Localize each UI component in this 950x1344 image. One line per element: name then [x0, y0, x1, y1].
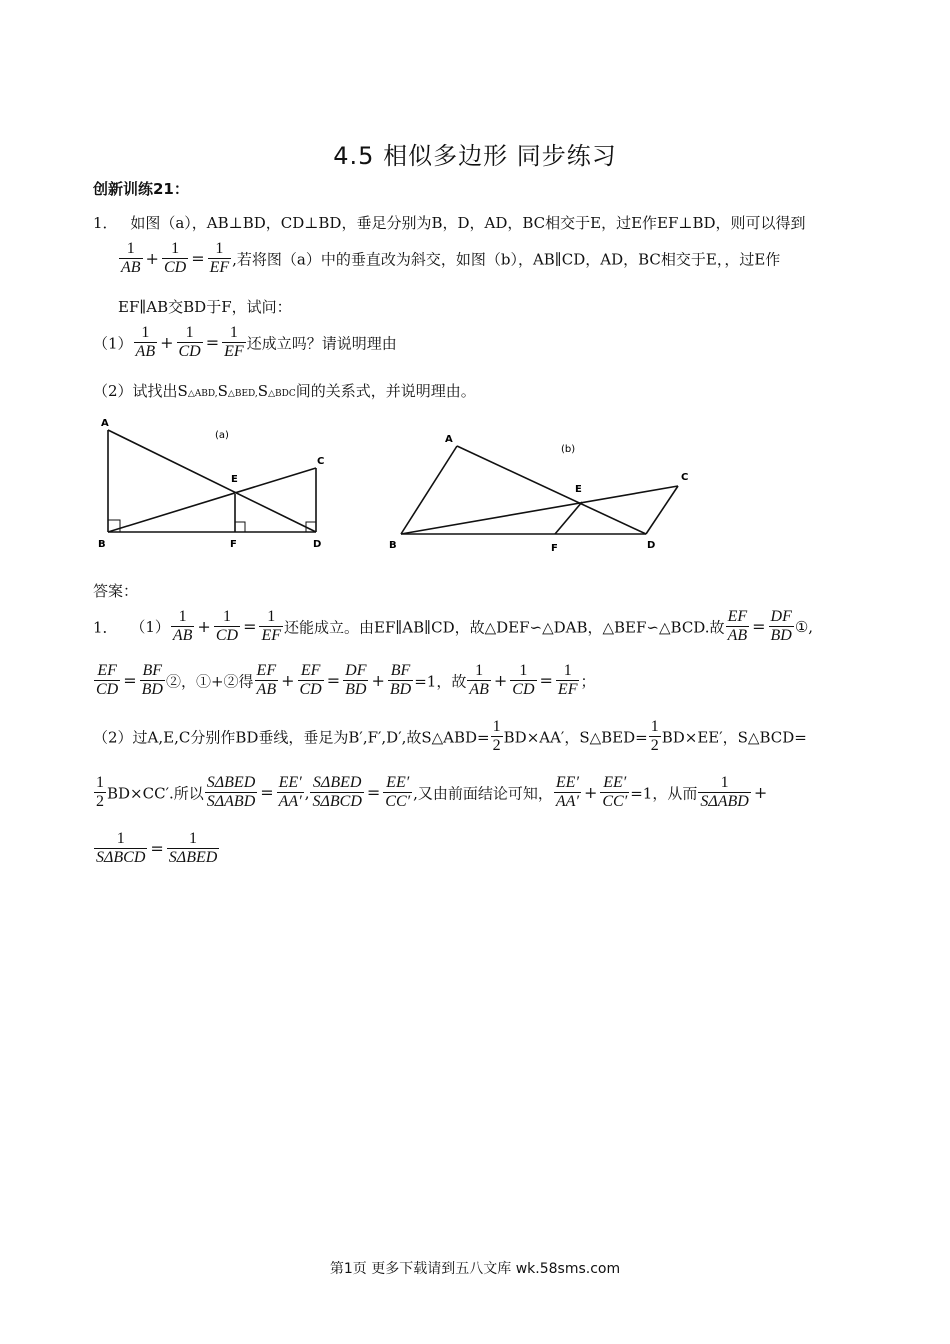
- part-2-label: （2）试找出: [93, 382, 178, 400]
- sub-abd: △ABD,: [187, 389, 218, 399]
- equals-sign: =: [123, 671, 137, 691]
- plus-sign: +: [493, 671, 508, 691]
- circled-1: ①,: [794, 617, 814, 636]
- plus-sign: +: [753, 783, 768, 803]
- right-angle-f: [235, 522, 245, 532]
- plus-sign: +: [583, 783, 598, 803]
- plus-sign: +: [197, 617, 211, 637]
- plus-sign: +: [371, 671, 385, 691]
- question-text-2: ,若将图（a）中的垂直改为斜交，如图（b），AB∥CD，AD，BC相交于E，，过E作: [232, 250, 781, 269]
- fraction-1-ef: $\frac{1}{EF}$: [209, 240, 230, 277]
- comma: ,: [304, 783, 310, 802]
- answer-2-text-6: =1，从而: [630, 784, 698, 803]
- s-symbol: S: [217, 382, 228, 400]
- answer-2-line-3: [93, 830, 220, 868]
- fraction-1-ef: $\frac{1}{EF}$: [557, 662, 578, 699]
- answer-2-text-4: BD×CC′.所以: [107, 784, 204, 803]
- semicolon: ；: [580, 672, 596, 691]
- figure-b: [385, 430, 705, 560]
- plus-sign: +: [281, 671, 295, 691]
- question-text-1: 如图（a），AB⊥BD，CD⊥BD，垂足分别为B，D，AD，BC相交于E，过E作EF⊥BD，则可以得到: [130, 214, 806, 232]
- label-b: B: [98, 539, 106, 550]
- fraction-ee-aa: $\frac{EE'}{AA'}$: [555, 774, 579, 811]
- fraction-1-sbed: $\frac{1}{\text{SΔBED}}$: [168, 830, 218, 867]
- s-symbol: S: [177, 382, 188, 400]
- label-f: F: [230, 539, 237, 550]
- label-a: A: [101, 418, 109, 429]
- label-c: C: [317, 456, 325, 467]
- part-1: [93, 324, 397, 362]
- equals-sign: =: [539, 671, 553, 691]
- page-footer: 第1页 更多下载请到五八文库 wk.58sms.com: [329, 1261, 621, 1277]
- fraction-ef-ab: $\frac{EF}{AB}$: [727, 608, 748, 645]
- question-line-1: [93, 212, 806, 233]
- fraction-ef-cd: $\frac{EF}{CD}$: [96, 662, 119, 699]
- answer-2-line-1: [93, 718, 807, 756]
- answer-heading: 答案：: [93, 582, 139, 600]
- fraction-1-ef: $\frac{1}{EF}$: [261, 608, 282, 645]
- fraction-bf-bd: $\frac{BF}{BD}$: [389, 662, 412, 699]
- answer-eq-one: =1，故: [414, 672, 467, 691]
- answer-2-text-1: （2）过A,E,C分别作BD垂线，垂足为B′,F′,D′,故S△ABD=: [93, 728, 490, 747]
- equals-sign: =: [243, 617, 257, 637]
- segment-ad: [108, 430, 316, 532]
- question-line-3: EF∥AB交BD于F，试问：: [118, 298, 292, 316]
- fraction-1-cd: $\frac{1}{CD}$: [215, 608, 239, 645]
- equals-sign: =: [366, 783, 381, 803]
- section-heading: 创新训练21：: [93, 180, 189, 198]
- fraction-ef-cd: $\frac{EF}{CD}$: [299, 662, 322, 699]
- fraction-1-ab: $\frac{1}{AB}$: [121, 240, 141, 277]
- label-b: B: [389, 540, 397, 551]
- plus-sign: +: [145, 249, 159, 269]
- caption-a: (a): [215, 430, 229, 441]
- answer-2-text-2: BD×AA′，S△BED=: [503, 728, 648, 747]
- label-d: D: [647, 540, 656, 551]
- part-1-label: （1）: [93, 334, 133, 353]
- segment-ad: [457, 446, 646, 534]
- answer-2-text-3: BD×EE′，S△BCD=: [661, 728, 807, 747]
- fraction-df-bd: $\frac{DF}{BD}$: [770, 608, 792, 645]
- fraction-1-sbcd: $\frac{1}{\text{SΔBCD}}$: [96, 830, 146, 867]
- label-d: D: [313, 539, 322, 550]
- segment-ab: [401, 446, 457, 534]
- fraction-ee-cc: $\frac{EE'}{CC'}$: [385, 774, 411, 811]
- page-title: 4.5 相似多边形 同步练习: [333, 142, 617, 170]
- sub-bed: △BED,: [227, 389, 258, 399]
- answer-2-text-5: ,又由前面结论可知，: [413, 784, 553, 803]
- fraction-1-ab: $\frac{1}{AB}$: [469, 662, 489, 699]
- label-a: A: [445, 434, 453, 445]
- fraction-1-cd: $\frac{1}{CD}$: [178, 324, 201, 361]
- answer-1-text: 还能成立。由EF∥AB∥CD，故△DEF∽△DAB，△BEF∽△BCD.故: [284, 618, 725, 637]
- fraction-sbed-sbcd: $\frac{\text{SΔBED}}{\text{SΔBCD}}$: [312, 774, 362, 811]
- answer-number: 1．: [93, 618, 118, 637]
- label-f: F: [551, 543, 558, 554]
- equals-sign: =: [260, 783, 274, 803]
- fraction-half: $\frac{1}{2}$: [650, 718, 659, 755]
- circled-2: ②，①+②得: [165, 672, 254, 691]
- s-symbol: S: [257, 382, 269, 400]
- part-1-text: 还成立吗？请说明理由: [246, 334, 397, 353]
- equals-sign: =: [205, 333, 220, 353]
- fraction-sbed-sabd: $\frac{\text{SΔBED}}{\text{SΔABD}}$: [206, 774, 256, 811]
- equals-sign: =: [752, 617, 766, 637]
- fraction-1-cd: $\frac{1}{CD}$: [512, 662, 535, 699]
- fraction-1-ef: $\frac{1}{EF}$: [224, 324, 244, 361]
- fraction-ef-ab: $\frac{EF}{AB}$: [256, 662, 277, 699]
- fraction-1-sabd: $\frac{1}{\text{SΔABD}}$: [700, 774, 749, 811]
- fraction-ee-aa: $\frac{EE'}{AA'}$: [278, 774, 302, 811]
- fraction-df-bd: $\frac{DF}{BD}$: [345, 662, 367, 699]
- equals-sign: =: [191, 249, 205, 269]
- fraction-bf-bd: $\frac{BF}{BD}$: [141, 662, 163, 699]
- answer-line-2: [93, 662, 595, 700]
- label-c: C: [681, 472, 689, 483]
- answer-line-1: [93, 608, 813, 646]
- question-line-2: [118, 240, 780, 278]
- answer-2-line-2: [93, 774, 769, 812]
- label-e: E: [231, 474, 238, 485]
- segment-bc: [401, 486, 678, 534]
- fraction-1-ab: $\frac{1}{AB}$: [135, 324, 156, 361]
- equals-sign: =: [326, 671, 341, 691]
- caption-b: (b): [561, 444, 576, 455]
- answer-1-label: （1）: [130, 618, 170, 637]
- fraction-half: $\frac{1}{2}$: [96, 774, 104, 811]
- part-2: [93, 380, 476, 401]
- part-2-text: 间的关系式，并说明理由。: [295, 382, 476, 400]
- fraction-ee-cc: $\frac{EE'}{CC'}$: [602, 774, 628, 811]
- segment-dc: [646, 486, 678, 534]
- fraction-half: $\frac{1}{2}$: [492, 718, 501, 755]
- sub-bdc: △BDC: [268, 389, 296, 399]
- question-number: 1．: [93, 214, 118, 232]
- figure-a: [95, 412, 355, 557]
- segment-bc: [108, 468, 316, 532]
- plus-sign: +: [160, 333, 174, 353]
- label-e: E: [575, 484, 582, 495]
- fraction-1-cd: $\frac{1}{CD}$: [163, 240, 187, 277]
- fraction-1-ab: $\frac{1}{AB}$: [172, 608, 193, 645]
- equals-sign: =: [150, 839, 164, 859]
